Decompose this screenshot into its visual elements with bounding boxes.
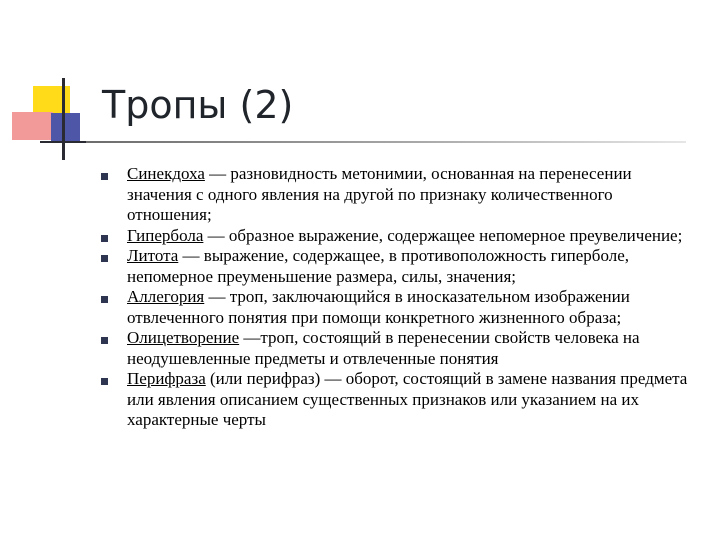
item-text: —троп, состоящий в перенесении свойств человека на неодушевленные предметы и отвлеченные понятия <box>127 328 640 368</box>
title-divider <box>86 141 686 143</box>
term-link[interactable]: Перифраза <box>127 369 206 388</box>
term-link[interactable]: Олицетворение <box>127 328 240 347</box>
term-link[interactable]: Литота <box>127 246 179 265</box>
square-bullet-icon <box>101 255 108 262</box>
square-bullet-icon <box>101 337 108 344</box>
item-text: (или перифраз) — оборот, состоящий в замене названия предмета или явления описанием существенных признаков или указанием на их характерные черты <box>127 369 688 429</box>
term-link[interactable]: Аллегория <box>127 287 205 306</box>
vertical-line <box>62 78 65 160</box>
square-bullet-icon <box>101 378 108 385</box>
horizontal-line <box>40 141 86 143</box>
item-text: — выражение, содержащее, в противоположность гиперболе, непомерное преуменьшение размера, силы, значения; <box>127 246 630 286</box>
list-item <box>96 164 696 226</box>
slide-title: Тропы (2) <box>102 83 294 127</box>
bullet-list <box>96 164 696 431</box>
blue-square <box>51 113 80 142</box>
list-item <box>96 246 696 287</box>
square-bullet-icon <box>101 173 108 180</box>
list-item <box>96 287 696 328</box>
square-bullet-icon <box>101 296 108 303</box>
square-bullet-icon <box>101 235 108 242</box>
red-square <box>12 112 53 140</box>
list-item <box>96 328 696 369</box>
list-item <box>96 369 696 431</box>
item-text: — троп, заключающийся в иносказательном изображении отвлеченного понятия при помощи конкретного жизненного образа; <box>127 287 630 327</box>
list-item <box>96 226 696 247</box>
item-text: — разновидность метонимии, основанная на перенесении значения с одного явления на другой по признаку количественного отношения; <box>127 164 632 224</box>
item-text: — образное выражение, содержащее непомерное преувеличение; <box>203 225 683 245</box>
term-link[interactable]: Синекдоха <box>127 164 205 183</box>
term-link[interactable]: Гипербола <box>127 225 204 245</box>
